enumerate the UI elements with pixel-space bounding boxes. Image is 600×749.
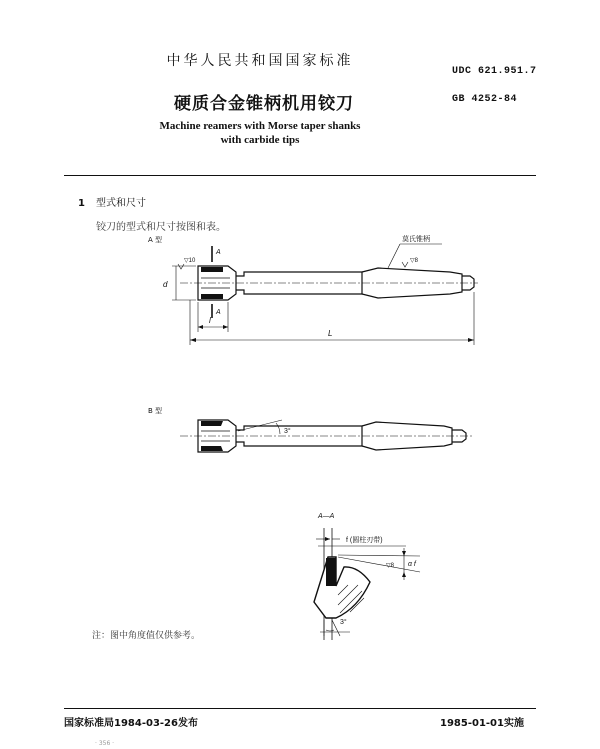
- dim-L-label: L: [328, 329, 333, 338]
- section-number: 1: [78, 198, 85, 209]
- alpha-label: α f: [408, 561, 416, 568]
- land-label: f (圆柱刃带): [346, 537, 383, 544]
- document-title-en-line1: Machine reamers with Morse taper shanks: [159, 120, 361, 132]
- figure-a-tip-bottom: [201, 294, 223, 299]
- document-title-en-line2: with carbide tips: [220, 134, 300, 146]
- figure-a-tip-top: [201, 267, 223, 272]
- section-mark-top-label: A: [216, 249, 221, 256]
- footer-rule: [64, 708, 536, 709]
- figure-note: 注：图中角度值仅供参考。: [92, 631, 201, 641]
- figure-b-angle: 3°: [284, 428, 291, 435]
- udc-code: UDC 621.951.7: [452, 66, 537, 77]
- section-aa-title: A—A: [318, 513, 335, 520]
- section-tip: [326, 558, 336, 586]
- figure-a-label: A 型: [148, 236, 163, 244]
- section-roughness: ▽8: [386, 563, 394, 569]
- figure-b-drawing: [180, 420, 474, 452]
- section-intro: 铰刀的型式和尺寸按图和表。: [96, 222, 226, 233]
- gb-number: GB 4252-84: [452, 94, 518, 105]
- section-title: 型式和尺寸: [96, 198, 146, 209]
- roughness-left: ▽10: [184, 258, 196, 264]
- page-number: · 356 ·: [95, 740, 115, 747]
- issue-date: 国家标准局1984-03-26发布: [64, 718, 198, 729]
- standard-title: 中华人民共和国国家标准: [166, 53, 354, 69]
- section-body: [314, 557, 370, 618]
- section-mark-bottom-label: A: [216, 309, 221, 316]
- figure-b-tip-top: [201, 421, 223, 426]
- implementation-date: 1985-01-01实施: [440, 718, 524, 729]
- figure-b-label: B 型: [148, 407, 163, 415]
- shank-label: 莫氏锥柄: [402, 236, 430, 243]
- figure-a-drawing: [172, 244, 478, 345]
- dim-l-label: l: [209, 316, 211, 325]
- section-angle: 3°: [340, 619, 347, 626]
- section-aa-drawing: [314, 528, 420, 640]
- figure-b-tip-bottom: [201, 446, 223, 451]
- document-title-cn: 硬质合金锥柄机用铰刀: [174, 94, 354, 114]
- dim-d-label: d: [163, 280, 168, 289]
- roughness-right: ▽8: [410, 258, 418, 264]
